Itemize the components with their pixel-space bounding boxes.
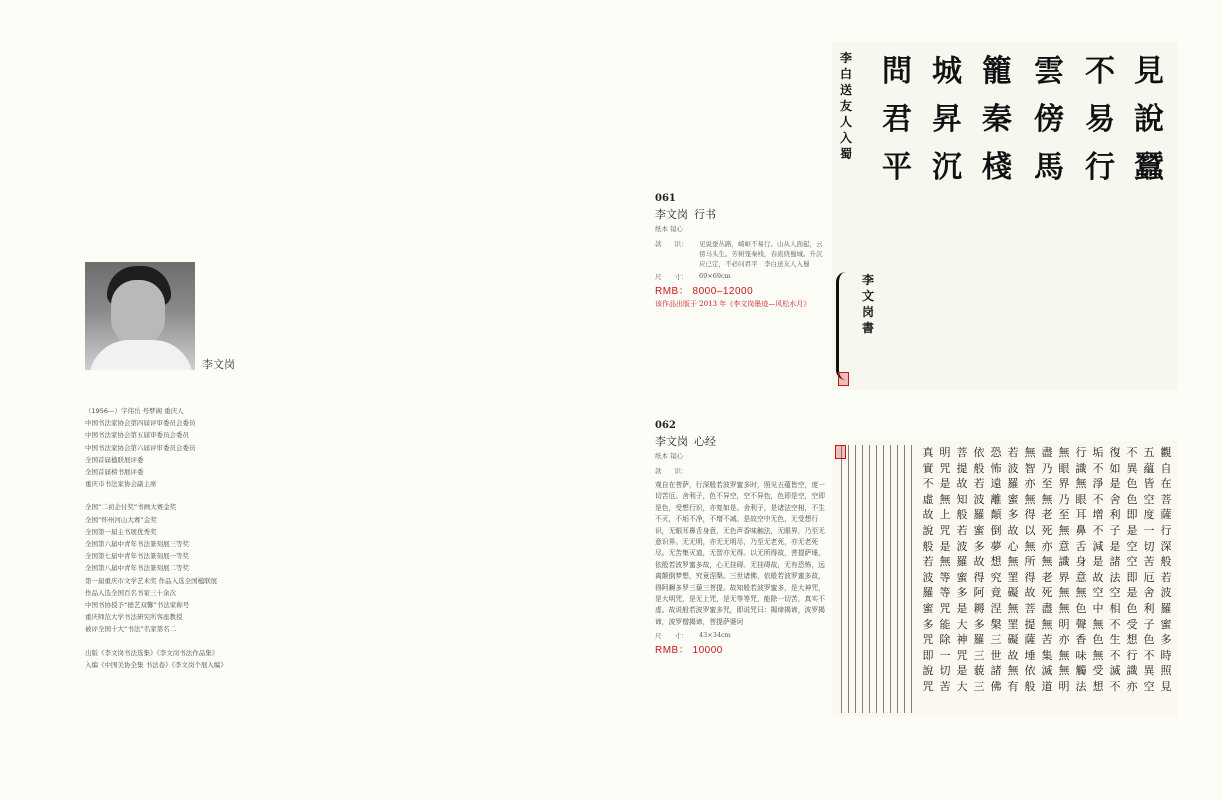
lot-work: 心经 [694, 435, 716, 448]
calligraphy-column: 雲 傍 馬 [1034, 54, 1064, 185]
lot-medium: 纸本 镜心 [655, 225, 684, 233]
sutra-column: 觀 自 在 菩 薩 行 深 般 若 波 羅 蜜 多 時 照 見 [1160, 446, 1172, 693]
bio-line: （1956—）字伟岳 号梦阁 重庆人 [85, 407, 184, 415]
sutra-column: 真 實 不 虛 故 說 般 若 波 羅 蜜 多 咒 即 說 咒 [922, 446, 934, 693]
bio-line: 被评全国十大“书法”名家第名二 [85, 625, 177, 634]
size-label: 尺 寸： [655, 632, 688, 641]
sutra-column: 垢 不 淨 不 增 不 減 是 故 空 中 無 色 無 受 想 [1092, 446, 1104, 693]
lot-medium: 纸本 镜心 [655, 452, 684, 460]
calligraphy-column: 不 易 行 [1085, 54, 1115, 185]
sutra-column: 盡 乃 至 無 老 死 亦 無 老 死 盡 無 苦 集 滅 道 [1041, 446, 1053, 693]
bio-line: 全国第六届中青年书法篆刻展三等奖 [85, 540, 189, 549]
sutra-column: 無 智 亦 無 得 以 無 所 得 故 菩 提 薩 埵 依 般 [1024, 446, 1036, 693]
bio-line: 全国“二初企付奖”书画大赛金奖 [85, 503, 177, 512]
sutra-column: 若 波 羅 蜜 多 故 心 無 罣 礙 無 罣 礙 故 無 有 [1007, 446, 1019, 693]
bio-line: 全国第八届中青年书法篆刻展二等奖 [85, 564, 189, 573]
lot-publication: 该作品出版于 2013 年《李文岗墨迹—风松水月》 [655, 300, 811, 308]
right-page [611, 0, 1222, 800]
lot-title [655, 206, 827, 222]
colophon-fine-script [838, 445, 914, 713]
sutra-column: 五 蘊 皆 空 度 一 切 苦 厄 舍 利 子 色 不 異 空 [1143, 446, 1155, 693]
price-value: 10000 [692, 645, 723, 657]
bio-line: 中国书法家协会第四届评审委员会委员 [85, 419, 196, 428]
artist-name: 李文岗 [202, 358, 235, 371]
bio-line: 全国首届楹联展评委 [85, 455, 144, 464]
sutra-column: 依 般 若 波 羅 蜜 多 故 得 阿 耨 多 羅 三 藐 三 [973, 446, 985, 693]
bio-line: 中国书协授予“德艺双馨”书法家称号 [85, 601, 190, 610]
lot-size [655, 631, 827, 640]
sutra-column: 無 眼 界 乃 至 無 意 識 界 無 無 明 亦 無 無 明 [1058, 446, 1070, 693]
signature-flourish [836, 272, 861, 380]
inscription-text: 见说蚕丛路，崎岖不易行。山从人面起，云傍马头生。芳树笼秦栈，春流绕蜀城。升沉应已定，不必问君平 李白送友人入蜀 [699, 240, 823, 268]
inscription-label: 款 识： [655, 240, 688, 248]
signature-inscription: 李 白 送 友 人 入 蜀 [839, 51, 852, 161]
lot-title [655, 433, 827, 449]
bio-line: 中国书法家协会第五届审委员会委员 [85, 431, 189, 440]
sutra-column: 明 咒 是 無 上 咒 是 無 等 等 咒 能 除 一 切 苦 [939, 446, 951, 693]
artist-portrait [85, 262, 195, 370]
sutra-column: 不 異 色 色 即 是 空 空 即 是 色 受 想 行 識 亦 [1126, 446, 1138, 693]
sutra-column: 行 識 無 眼 耳 鼻 舌 身 意 無 色 聲 香 味 觸 法 [1075, 446, 1087, 693]
bio-line: 全国第七届中青年书法篆刻展一等奖 [85, 552, 189, 561]
calligraphy-column: 問 君 平 [882, 54, 912, 185]
header-seal [835, 445, 846, 459]
bio-line: 作品入选全国百名书家三十余次 [85, 588, 176, 597]
bio-line: 重庆市书法家协会副主席 [85, 480, 157, 489]
lot-price [655, 282, 827, 297]
lot-number: 061 [655, 193, 676, 204]
sutra-column: 復 如 是 舍 利 子 是 諸 法 空 相 不 生 不 滅 不 [1109, 446, 1121, 693]
bio-line: 全国“怀州河山大赛”金奖 [85, 515, 157, 524]
lot-inscription [655, 239, 827, 269]
lot-061 [655, 193, 827, 309]
bio-line: 全国第一届主书展优秀奖 [85, 527, 157, 536]
calligraphy-column: 籠 秦 棧 [982, 54, 1012, 185]
lot-price [655, 641, 827, 656]
artist-seal [838, 372, 849, 386]
lot-artist: 李文岗 [655, 435, 688, 448]
size-value: 69×69cm [699, 272, 731, 280]
heart-sutra-text: 观自在菩萨，行深般若波罗蜜多时，照见五蕴皆空，度一切苦厄。舍利子，色不异空，空不异色，色即是空，空即是色，受想行识，亦复如是。舍利子，是诸法空相，不生不灭，不垢不净，不增不减。是故空中无色，无受想行识，无眼耳鼻舌身意，无色声香味触法，无眼界，乃至无意识界。无无明，亦无无明尽，乃至无老死，亦无老死尽。无苦集灭道，无智亦无得。以无所得故，菩提萨埵，依般若波罗蜜多故，心无挂碍。无挂碍故，无有恐怖，远离颠倒梦想，究竟涅槃。三世诸佛，依般若波罗蜜多故，得阿耨多罗三藐三菩提。故知般若波罗蜜多，是大神咒，是大明咒，是无上咒，是无等等咒，能除一切苦，真实不虚。故说般若波罗蜜多咒，即说咒曰：揭谛揭谛，波罗揭谛，波罗僧揭谛，菩提萨婆诃 [655, 481, 825, 626]
lot-size [655, 272, 827, 281]
lot-number: 062 [655, 420, 676, 431]
portrait-face [111, 280, 165, 346]
bio-spacer [85, 636, 325, 647]
bio-spacer [85, 490, 325, 501]
artist-signature: 李 文 岗 書 [861, 273, 874, 335]
bio-line: 入编《中国美协全集 书法卷》《李文岗个展入编》 [85, 660, 227, 669]
price-label: RMB： [655, 645, 690, 657]
price-value: 8000–12000 [692, 286, 754, 297]
portrait-shirt [89, 340, 193, 370]
size-label: 尺 寸： [655, 273, 688, 281]
bio-line: 第一届重庆市文学艺术奖 作品入选全国楹联展 [85, 576, 218, 585]
artwork-061-calligraphy [832, 42, 1178, 390]
price-label: RMB： [655, 286, 690, 297]
bio-line: 出版《李文岗书法选集》《李文岗书法作品集》 [85, 648, 219, 657]
artist-bio [85, 405, 325, 671]
bio-line: 全国首届榜书展评委 [85, 468, 144, 477]
bio-line: 重庆师范大学书法研究所客座教授 [85, 613, 183, 622]
lot-inscription-label: 款 识： [655, 467, 688, 475]
sutra-column: 恐 怖 遠 離 顛 倒 夢 想 究 竟 涅 槃 三 世 諸 佛 [990, 446, 1002, 693]
lot-062 [655, 420, 827, 656]
calligraphy-column: 見 說 蠶 [1134, 54, 1164, 185]
bio-line: 中国书法家协会第六届评审委员会委员 [85, 443, 196, 452]
artwork-062-heart-sutra [832, 441, 1178, 717]
size-value: 43×34cm [699, 631, 731, 640]
sutra-column: 菩 提 故 知 般 若 波 羅 蜜 多 是 大 神 咒 是 大 [956, 446, 968, 693]
lot-artist: 李文岗 [655, 208, 688, 221]
lot-work: 行书 [694, 208, 716, 221]
calligraphy-column: 城 昇 沉 [932, 54, 962, 185]
